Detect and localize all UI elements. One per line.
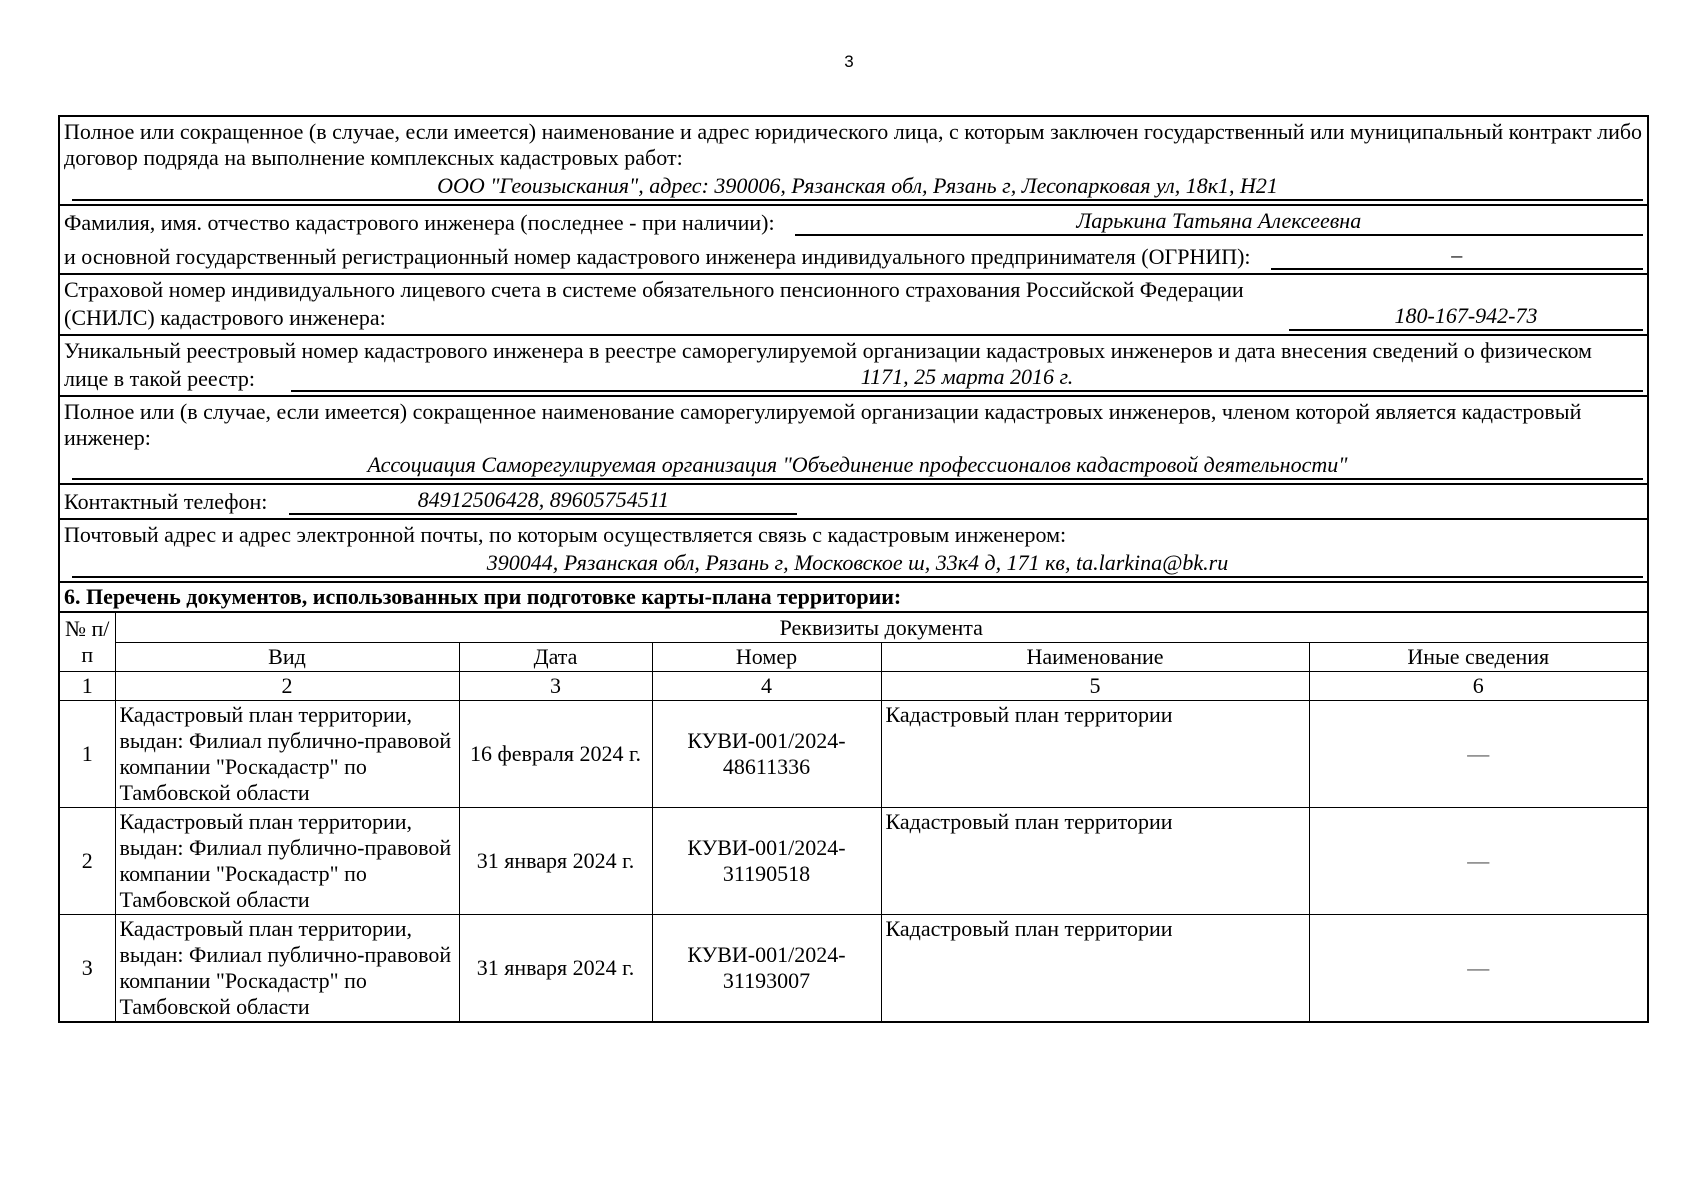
column-number: 1 (60, 671, 115, 700)
registry-row (64, 364, 1643, 392)
registry-section (60, 336, 1647, 397)
address-section (60, 520, 1647, 583)
sro-label: Полное или (в случае, если имеется) сокращенное наименование саморегулируемой организации кадастровых инженеров, членом которой является кадастровый инженер: (64, 398, 1582, 450)
column-number-row (60, 671, 1647, 700)
column-number: 3 (459, 671, 652, 700)
column-number: 2 (115, 671, 459, 700)
column-number: 5 (881, 671, 1309, 700)
column-number: 4 (652, 671, 881, 700)
phone-row (64, 487, 1643, 515)
document-kind: Кадастровый план территории, выдан: Филиал публично-правовой компании "Роскадастр" по Тамбовской области (115, 914, 459, 1021)
column-header: Дата (459, 642, 652, 671)
engineer-name-value: Ларькина Татьяна Алексеевна (795, 208, 1643, 236)
ogrnip-label: и основной государственный регистрационный номер кадастрового инженера индивидуального предпринимателя (ОГРНИП): (64, 243, 1251, 269)
documents-section (60, 583, 1647, 1021)
column-number: 6 (1309, 671, 1647, 700)
documents-title: 6. Перечень документов, использованных при подготовке карты-плана территории: (60, 583, 1647, 613)
document-kind: Кадастровый план территории, выдан: Филиал публично-правовой компании "Роскадастр" по Тамбовской области (115, 700, 459, 807)
document-date: 31 января 2024 г. (459, 807, 652, 914)
engineer-name-row (64, 208, 1643, 236)
document-date: 16 февраля 2024 г. (459, 700, 652, 807)
snils-section (60, 275, 1647, 336)
document-number: КУВИ-001/2024-31193007 (652, 914, 881, 1021)
document-other: — (1309, 807, 1647, 914)
column-header: Номер (652, 642, 881, 671)
table-row (60, 807, 1647, 914)
group-header: Реквизиты документа (115, 613, 1647, 642)
document-name: Кадастровый план территории (881, 914, 1309, 1021)
address-label: Почтовый адрес и адрес электронной почты, по которым осуществляется связь с кадастровым инженером: (64, 522, 1067, 548)
snils-label-line1: Страховой номер индивидуального лицевого счета в системе обязательного пенсионного страхования Российской Федерации (64, 276, 1244, 302)
contractor-section (60, 117, 1647, 206)
phone-value: 84912506428, 89605754511 (289, 487, 797, 515)
sro-section (60, 397, 1647, 486)
table-row (60, 700, 1647, 807)
contractor-label: Полное или сокращенное (в случае, если имеется) наименование и адрес юридического лица, с которым заключен государственный или муниципальный контракт либо договор подряда на выполнение комплексных кадастровых работ: (64, 119, 1643, 170)
phone-label: Контактный телефон: (64, 489, 268, 515)
document-number: КУВИ-001/2024-31190518 (652, 807, 881, 914)
snils-value: 180-167-942-73 (1289, 303, 1643, 331)
engineer-name-label: Фамилия, имя. отчество кадастрового инженера (последнее - при наличии): (64, 209, 775, 235)
table-header-row (60, 613, 1647, 642)
column-header: Вид (115, 642, 459, 671)
sro-value: Ассоциация Саморегулируемая организация "Объединение профессионалов кадастровой деятельности" (72, 452, 1643, 480)
column-header: Наименование (881, 642, 1309, 671)
cadastral-engineer-form (58, 115, 1649, 1023)
table-row (60, 914, 1647, 1021)
snils-row (64, 303, 1643, 331)
row-number: 1 (60, 700, 115, 807)
address-value: 390044, Рязанская обл, Рязань г, Московское ш, 33к4 д, 171 кв, ta.larkina@bk.ru (72, 550, 1643, 578)
engineer-section (60, 206, 1647, 275)
row-number: 2 (60, 807, 115, 914)
ogrnip-value: – (1271, 242, 1643, 270)
column-header: Иные сведения (1309, 642, 1647, 671)
phone-section (60, 485, 1647, 520)
document-other: — (1309, 700, 1647, 807)
contractor-value: ООО "Геоизыскания", адрес: 390006, Рязанская обл, Рязань г, Лесопарковая ул, 18к1, Н21 (72, 173, 1643, 201)
no-header: № п/п (60, 613, 115, 671)
document-number: КУВИ-001/2024-48611336 (652, 700, 881, 807)
document-name: Кадастровый план территории (881, 807, 1309, 914)
row-number: 3 (60, 914, 115, 1021)
registry-label-line1: Уникальный реестровый номер кадастрового инженера в реестре саморегулируемой организации кадастровых инженеров и дата внесения сведений о физическом (64, 337, 1592, 363)
documents-table (60, 613, 1647, 1021)
ogrnip-row (64, 242, 1643, 270)
table-subheader-row (60, 642, 1647, 671)
document-other: — (1309, 914, 1647, 1021)
document-name: Кадастровый план территории (881, 700, 1309, 807)
registry-value: 1171, 25 марта 2016 г. (291, 364, 1643, 392)
page-number: 3 (844, 52, 854, 71)
registry-label-line2: лице в такой реестр: (64, 365, 256, 391)
document-date: 31 января 2024 г. (459, 914, 652, 1021)
document-kind: Кадастровый план территории, выдан: Филиал публично-правовой компании "Роскадастр" по Тамбовской области (115, 807, 459, 914)
snils-label-line2: (СНИЛС) кадастрового инженера: (64, 304, 386, 330)
